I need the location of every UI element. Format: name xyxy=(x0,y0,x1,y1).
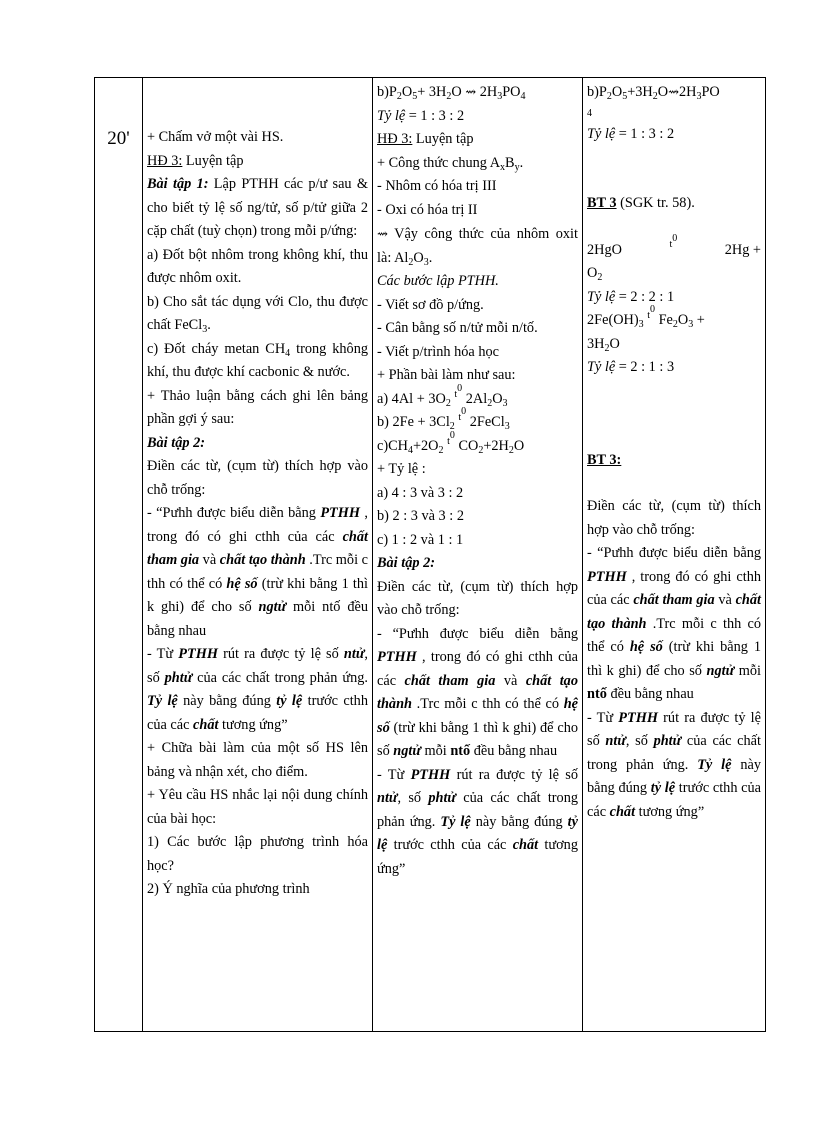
board-bt-text: Điền các từ, (cụm từ) thích hợp vào chỗ trống: xyxy=(587,498,761,538)
board-ratio-b: Tỷ lệ = 1 : 3 : 2 xyxy=(587,125,675,142)
student-step-3: - Viết p/trình hóa học xyxy=(377,343,499,360)
board-content-cell xyxy=(583,78,766,1032)
lesson-table xyxy=(94,77,766,1032)
student-steps-title: Các bước lập PTHH. xyxy=(377,273,499,289)
student-reaction-b: b) $2Fe + 3Cl_2$ $^{t^0}$ 2FeCl$_3$ xyxy=(377,406,510,432)
board-reaction-2-end: $3H_2O$ xyxy=(587,335,620,354)
student-ratio-head: + Tỷ lệ : xyxy=(377,461,426,477)
board-eq-b-sub: 4 xyxy=(587,107,592,119)
board-reaction-2: $2Fe(OH)_3$ $^{t^0}$ $Fe_2O_3$ + xyxy=(587,304,705,330)
student-step-2: - Cân bằng số n/tử mỗi n/tố. xyxy=(377,320,538,336)
student-fill-1: - “Pưhh được biểu diễn bằng PTHH , trong đó có ghi cthh của các chất tham gia và chất tạo thành .Trc mỗi c thh có thể có hệ số (trừ khi bằng 1 thì k ghi) để cho số ngtử mỗi ntố đều bằng nhau xyxy=(377,625,578,759)
teacher-hd3-heading: HĐ 3: Luyện tập xyxy=(147,152,244,169)
student-bt2-title: Bài tập 2: xyxy=(377,555,435,571)
teacher-bt1: Bài tập 1: Lập PTHH các p/ư sau & cho biết tỷ lệ số ng/tử, số p/tử giữa 2 cặp chất (tuỳ chọn) trong mỗi p/ứng: xyxy=(147,176,369,239)
board-reaction-1: 2HgO $t^0$ 2Hg + xyxy=(587,232,761,258)
student-activity-cell xyxy=(373,78,583,1032)
teacher-bt2-title: Bài tập 2: xyxy=(147,434,205,451)
board-content xyxy=(583,78,765,824)
board-reaction-1-end: $O_2$ xyxy=(587,265,603,283)
teacher-recall: + Yêu cầu HS nhắc lại nội dung chính của bài học: xyxy=(147,787,368,827)
teacher-fill-2: - Từ PTHH rút ra được tỷ lệ số ntử, số phtử của các chất trong phản ứng. Tỷ lệ này bằng đúng tỷ lệ trước cthh của các chất tương ứng” xyxy=(147,646,368,733)
teacher-bt2-text: Điền các từ, (cụm từ) thích hợp vào chỗ trống: xyxy=(147,458,368,498)
student-o-valence: - Oxi có hóa trị II xyxy=(377,201,478,218)
board-fill-2: - Từ PTHH rút ra được tỷ lệ số ntử, số phtử của các chất trong phản ứng. Tỷ lệ này bằng đúng tỷ lệ trước cthh của các chất tương ứng” xyxy=(587,709,761,820)
student-general-formula: + Công thức chung $A_xB_y$. xyxy=(377,154,524,173)
student-ratio-c: c) 1 : 2 và 1 : 1 xyxy=(377,531,464,548)
student-ratio-b2: b) 2 : 3 và 3 : 2 xyxy=(377,508,464,524)
time-cell xyxy=(95,78,143,1032)
table-row xyxy=(95,78,766,1032)
teacher-fill-1: - “Pưhh được biểu diễn bằng PTHH , trong đó có ghi cthh của các chất tham gia và chất tạo thành .Trc mỗi c thh có thể có hệ số (trừ khi bằng 1 thì k ghi) để cho số ngtử mỗi ntố đều bằng nhau xyxy=(147,505,369,639)
teacher-bt1-a: a) Đốt bột nhôm trong không khí, thu được nhôm oxit. xyxy=(147,246,368,286)
reaction-arrow-icon: ⇝ xyxy=(465,84,477,99)
board-bt3-link[interactable]: BT 3 (SGK tr. 58). xyxy=(587,195,695,211)
board-eq-b: $b)P_2O_5+3H_2O⇝2H_3PO$ xyxy=(587,84,720,102)
teacher-intro: + Chấm vở một vài HS. xyxy=(147,129,284,145)
student-hd3-heading: HĐ 3: Luyện tập xyxy=(377,131,474,147)
student-work: + Phần bài làm như sau: xyxy=(377,367,516,383)
time-label: 20' xyxy=(107,128,130,149)
student-formula: ⇝ Vậy công thức của nhôm oxit là: $Al_2O_3$. xyxy=(377,226,578,268)
student-eq-b: $b)P_2O_5+ 3H_2O$ ⇝ $2H_3PO_4$ xyxy=(377,84,526,102)
board-ratio-1: Tỷ lệ = 2 : 2 : 1 xyxy=(587,288,675,305)
reaction-arrow-icon: ⇝ xyxy=(668,84,679,99)
student-ratio-b: Tỷ lệ = 1 : 3 : 2 xyxy=(377,107,465,124)
teacher-discuss: + Thảo luận bằng cách ghi lên bảng phần gợi ý sau: xyxy=(147,387,368,427)
board-fill-1: - “Pưhh được biểu diễn bằng PTHH , trong đó có ghi cthh của các chất tham gia và chất tạo thành .Trc mỗi c thh có thể có hệ số (trừ khi bằng 1 thì k ghi) để cho số ngtử mỗi ntố đều bằng nhau xyxy=(587,545,762,702)
student-al-valence: - Nhôm có hóa trị III xyxy=(377,178,497,194)
student-content xyxy=(373,78,582,881)
board-ratio-2: Tỷ lệ = 2 : 1 : 3 xyxy=(587,359,675,375)
student-bt2-text: Điền các từ, (cụm từ) thích hợp vào chỗ trống: xyxy=(377,578,578,618)
teacher-fix: + Chữa bài làm của một số HS lên bảng và nhận xét, cho điểm. xyxy=(147,740,368,780)
student-step-1: - Viết sơ đồ p/ứng. xyxy=(377,296,484,313)
student-reaction-a: a) $4Al + 3O_2$ $^{t^0}$ $2Al_2O_3$ xyxy=(377,382,508,409)
student-fill-2: - Từ PTHH rút ra được tỷ lệ số ntử, số phtử của các chất trong phản ứng. Tỷ lệ này bằng đúng tỷ lệ trước cthh của các chất tương ứng” xyxy=(377,766,578,877)
arrow-icon: ⇝ xyxy=(377,226,388,241)
student-reaction-c: $c)CH_4+2O_2$ $^{t^0}$ $CO_2+2H_2O$ xyxy=(377,429,525,456)
teacher-bt1-c: c) Đốt cháy metan $CH_4$ trong không khí, thu được khí cacbonic & nước. xyxy=(147,340,368,380)
teacher-activity-cell xyxy=(143,78,373,1032)
student-ratio-a: a) 4 : 3 và 3 : 2 xyxy=(377,484,464,501)
teacher-q2: 2) Ý nghĩa của phương trình xyxy=(147,881,310,897)
teacher-bt1-b: b) Cho sắt tác dụng với Clo, thu được chất FeCl$_3$. xyxy=(147,293,368,335)
teacher-content xyxy=(143,78,372,902)
board-bt3-heading: BT 3: xyxy=(587,451,622,468)
teacher-q1: 1) Các bước lập phương trình hóa học? xyxy=(147,834,368,874)
